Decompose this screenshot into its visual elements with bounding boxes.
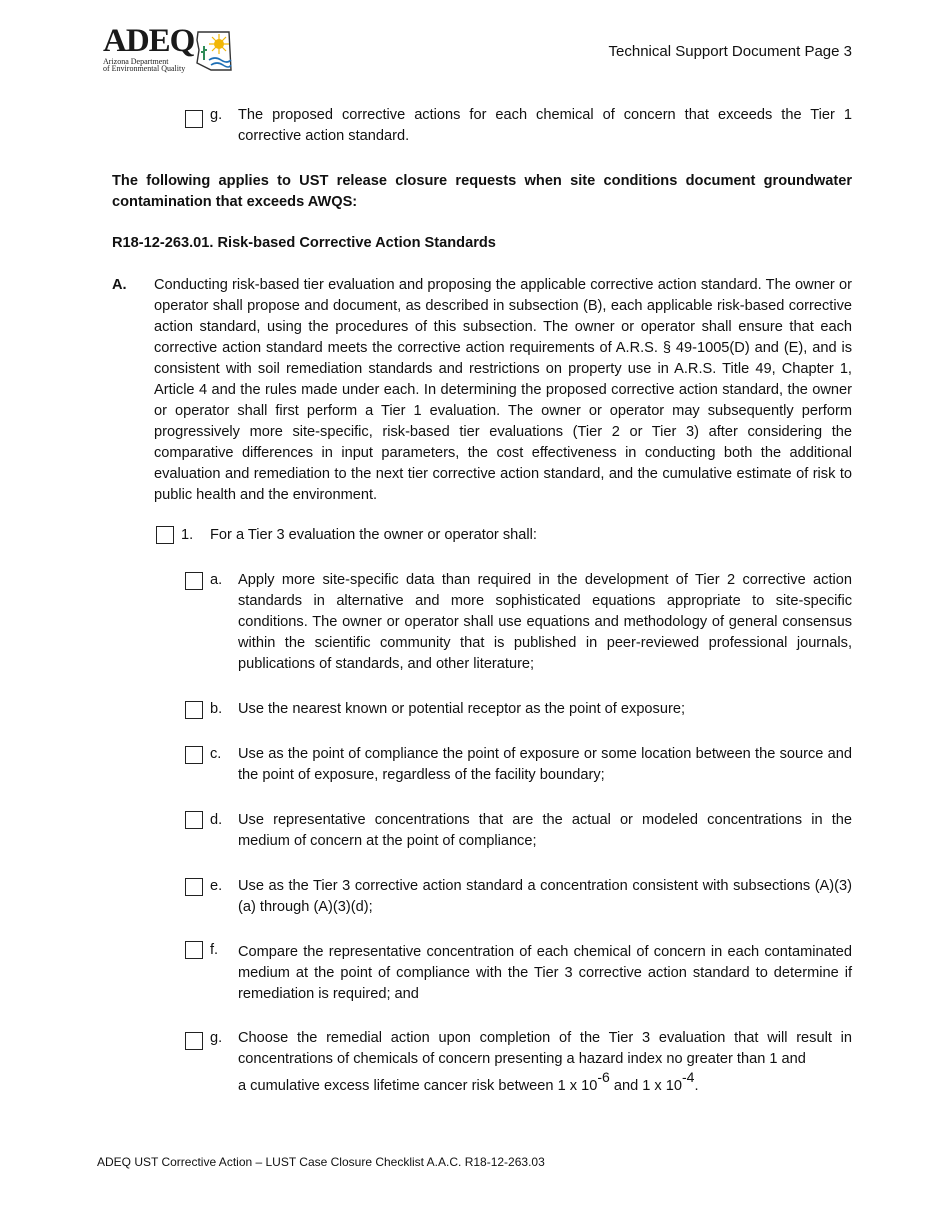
- adeq-logo: [103, 23, 233, 74]
- sub-item-g-main: Choose the remedial action upon completion of the Tier 3 evaluation that will result in concentrations of chemicals of concern presenting a hazard index no greater than 1 and: [238, 1030, 852, 1067]
- logo-text: ADEQ: [103, 23, 195, 59]
- section-a-text: Conducting risk-based tier evaluation and proposing the applicable corrective action standard. The owner or operator shall propose and document, as described in subsection (B), each applicable risk-based corrective action standard, using the procedures of this subsection. The owner or operator shall ensure that each corrective action standard meets the corrective action requirements of A.R.S. § 49-1005(D) and (E), and is consistent with soil remediation standards and restrictions on property use in A.R.S. Title 49, Chapter 1, Article 4 and the rules made under each. In determining the proposed corrective action standard, the owner or operator shall first perform a Tier 1 evaluation. The owner or operator may subsequently perform progressively more site-specific, risk-based tier evaluations (Tier 2 or Tier 3) after considering the comparative differences in input parameters, the cost effectiveness in conducting both the additional evaluation and remediation to the next tier corrective action standard, and the cumulative estimate of risk to public health and the environment.: [154, 277, 852, 503]
- risk-text-2: and 1 x 10: [609, 1078, 683, 1094]
- sub-item-g-text: [238, 1028, 852, 1097]
- sub-item-g-label: g.: [210, 1030, 223, 1046]
- sub-item-a-text: Apply more site-specific data than required in the development of Tier 2 corrective action standards in alternative and more sophisticated equations appropriate to site-specific conditions. The owner or operator shall use equations and methodology of general consensus within the scientific community that is published in peer-reviewed professional journals, publications of standards, and other literature;: [238, 572, 852, 672]
- sub-item-b-text: Use the nearest known or potential receptor as the point of exposure;: [238, 701, 685, 717]
- top-item-label: g.: [210, 107, 223, 123]
- item-1-text: For a Tier 3 evaluation the owner or operator shall:: [210, 527, 537, 543]
- rule-heading: R18-12-263.01. Risk-based Corrective Action Standards: [112, 235, 496, 251]
- sub-item-d-label: d.: [210, 812, 223, 828]
- checkbox-b[interactable]: [185, 701, 203, 719]
- section-a-label: A.: [112, 277, 127, 293]
- checkbox-e[interactable]: [185, 878, 203, 896]
- risk-text-1: a cumulative excess lifetime cancer risk between 1 x 10: [238, 1078, 598, 1094]
- arizona-state-icon: [195, 30, 233, 72]
- logo-subtitle-1: Arizona Department: [103, 57, 169, 66]
- checkbox-g[interactable]: [185, 1032, 203, 1050]
- risk-text-end: .: [694, 1078, 699, 1094]
- sub-item-c-text: Use as the point of compliance the point of exposure or some location between the source and the point of exposure, regardless of the facility boundary;: [238, 746, 852, 783]
- checkbox-d[interactable]: [185, 811, 203, 829]
- logo-subtitle-2: of Environmental Quality: [103, 64, 186, 73]
- item-1-label: 1.: [181, 527, 194, 543]
- sub-item-e-text: Use as the Tier 3 corrective action standard a concentration consistent with subsections (A)(3)(a) through (A)(3)(d);: [238, 878, 852, 915]
- page-title: Technical Support Document Page 3: [608, 43, 852, 60]
- checkbox-a[interactable]: [185, 572, 203, 590]
- sub-item-f-label: f.: [210, 942, 219, 958]
- checkbox-item-1[interactable]: [156, 526, 174, 544]
- top-item-text: The proposed corrective actions for each chemical of concern that exceeds the Tier 1 corrective action standard.: [238, 107, 852, 144]
- sub-item-a-label: a.: [210, 572, 223, 588]
- sub-item-b-label: b.: [210, 701, 223, 717]
- sub-item-c-label: c.: [210, 746, 222, 762]
- page-footer: ADEQ UST Corrective Action – LUST Case Closure Checklist A.A.C. R18-12-263.03: [97, 1155, 545, 1169]
- checkbox-top-g[interactable]: [185, 110, 203, 128]
- sub-item-f-text: Compare the representative concentration of each chemical of concern in each contaminated medium at the point of compliance with the Tier 3 corrective action standard to determine if remediation is required; and: [238, 944, 852, 1002]
- intro-statement: The following applies to UST release closure requests when site conditions document groundwater contamination that exceeds AWQS:: [112, 173, 852, 210]
- sub-item-e-label: e.: [210, 878, 223, 894]
- exponent-1: -6: [597, 1069, 610, 1086]
- checkbox-f[interactable]: [185, 941, 203, 959]
- checkbox-c[interactable]: [185, 746, 203, 764]
- exponent-2: -4: [682, 1069, 695, 1086]
- sub-item-d-text: Use representative concentrations that are the actual or modeled concentrations in the medium of concern at the point of compliance;: [238, 812, 852, 849]
- sub-item-g-last-line: [238, 1069, 852, 1097]
